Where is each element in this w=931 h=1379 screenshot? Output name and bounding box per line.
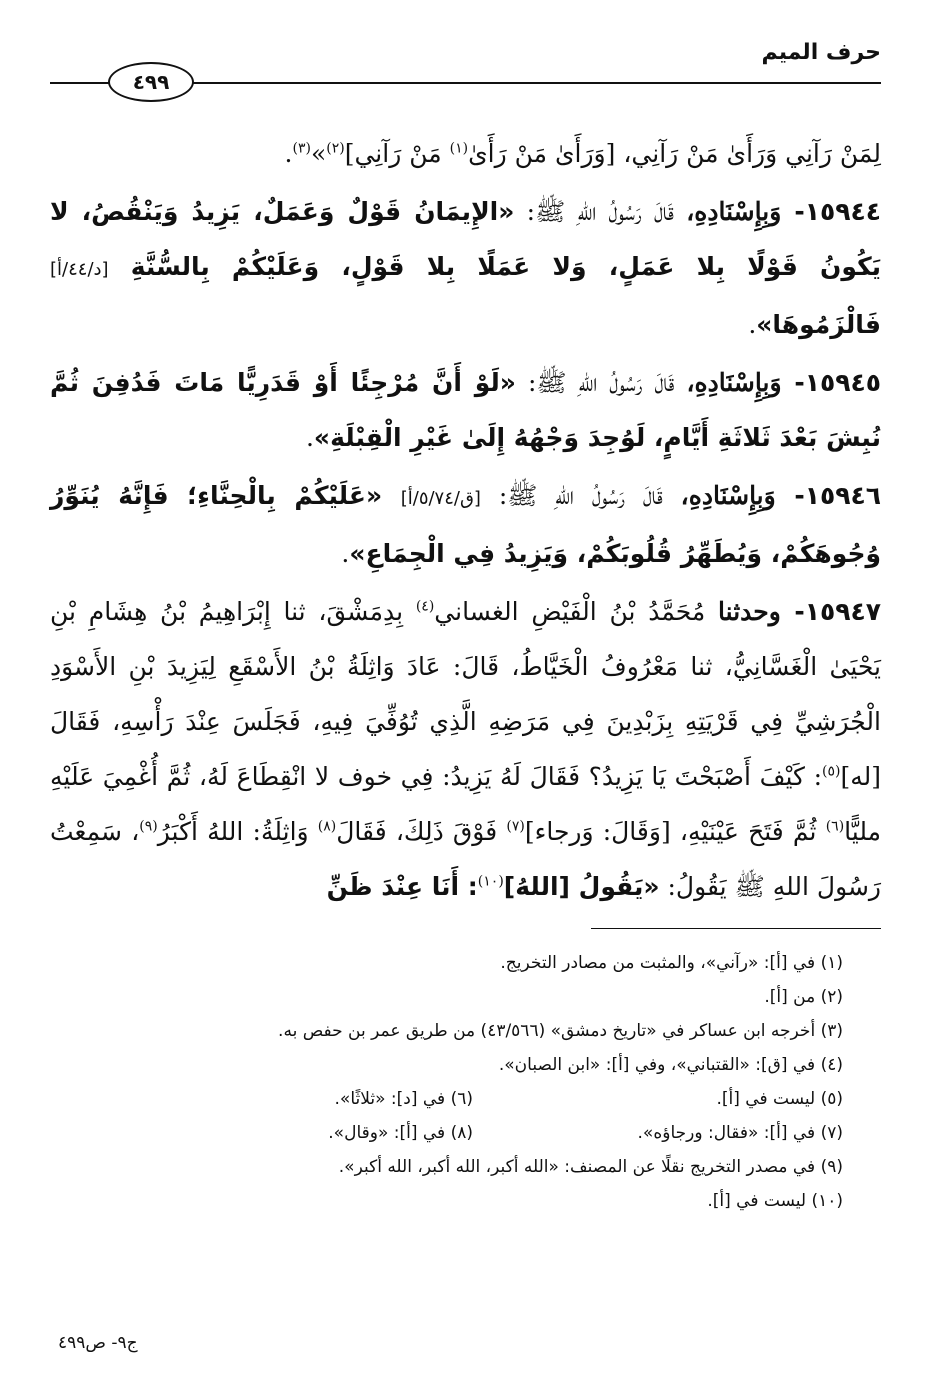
footnote-marker: (٣) xyxy=(292,140,311,157)
hadith-number: ١٥٩٤٧- xyxy=(794,597,881,626)
hadith-lead: وَبِإِسْنَادِهِ، xyxy=(680,481,795,510)
footnote-marker: (٤) xyxy=(415,598,435,615)
hadith-text: «يَقُولُ [اللهُ] xyxy=(503,872,660,901)
footnote-row xyxy=(60,1116,843,1150)
footnote-marker: (١) xyxy=(449,140,469,157)
footnote-1: (١) في [أ]: «رآني»، والمثبت من مصادر التخريج. xyxy=(500,953,843,973)
footnote-6: (٦) في [د]: «ثلاثًا». xyxy=(334,1089,473,1109)
footnote-marker: (٩) xyxy=(139,818,158,835)
footnote-8: (٨) في [أ]: «وقال». xyxy=(328,1123,473,1143)
manuscript-ref: [ق/٥/٧٤/أ] xyxy=(400,488,481,509)
footnote-marker: (٥) xyxy=(822,763,841,780)
hadith-text: «الإِيمَانُ قَوْلٌ وَعَمَلٌ، يَزِيدُ وَيَنْقُصُ، لا يَكُونُ قَوْلًا بِلا عَمَلٍ، وَلا عَمَلًا بِلا قَوْلٍ، وَعَلَيْكُمْ بِالسُّنَّةِ xyxy=(50,197,881,281)
hadith-text: : أَنَا عِنْدَ ظَنِّ xyxy=(326,872,478,901)
footnote-marker: (١٠) xyxy=(477,873,504,890)
footnote-marker: (٦) xyxy=(825,818,845,835)
hadith-15947: ١٥٩٤٧- وحدثنا مُحَمَّدُ بْنُ الْفَيْضِ الغساني$^{(٤)}$ بِدِمَشْقَ، ثنا إِبْرَاهِيمُ بْنُ هِشَامِ بْنِ يَحْيَىٰ الْغَسَّانِيُّ، ثنا مَعْرُوفُ الْخَيَّاطُ، قَالَ: عَادَ وَاثِلَةُ بْنُ الأَسْقَعِ لِيَزِيدَ بْنِ الأَسْوَدِ الْجُرَشِيِّ فِي قَرْيَتِهِ بِزَبْدِينَ فِي مَرَضِهِ الَّذِي تُوُفِّيَ فِيهِ، فَجَلَسَ عِنْدَ رَأْسِهِ، فَقَالَ [له]$^{(٥)}$: كَيْفَ أَصْبَحْتَ يَا يَزِيدُ؟ فَقَالَ لَهُ يَزِيدُ: فِي خوف لا انْقِطَاعَ لَهُ، ثُمَّ أُغْمِيَ عَلَيْهِ مليًّا$^{(٦)}$ ثُمَّ فَتَحَ عَيْنَيْهِ، [وَقَالَ: وَرجاء]$^{(٧)}$ فَوْقَ ذَلِكَ، فَقَالَ$^{(٨)}$ وَاثِلَةُ: اللهُ أَكْبَرُ$^{(٩)}$، سَمِعْتُ رَسُولَ اللهِ ﷺ يَقُولُ: «يَقُولُ [اللهُ]$^{(١٠)}$: أَنَا عِنْدَ ظَنِّ xyxy=(50,597,881,901)
hadith-number: ١٥٩٤٤- xyxy=(794,197,881,226)
footnote-marker: (٨) xyxy=(317,818,337,835)
footnote-2: (٢) من [أ]. xyxy=(764,987,843,1007)
hadith-number: ١٥٩٤٥- xyxy=(794,368,881,397)
footnote-4: (٤) في [ق]: «القتباني»، وفي [أ]: «ابن الصبان». xyxy=(498,1055,843,1075)
footnote-3: (٣) أخرجه ابن عساكر في «تاريخ دمشق» (٤٣/٥٦٦) من طريق عمر بن حفص به. xyxy=(278,1021,843,1041)
footnote-9: (٩) في مصدر التخريج نقلًا عن المصنف: «الله أكبر، الله أكبر، الله أكبر». xyxy=(338,1157,843,1177)
hadith-number: ١٥٩٤٦- xyxy=(794,481,882,510)
footnote-marker: (٧) xyxy=(506,818,525,835)
main-text xyxy=(50,126,881,914)
footnote-10: (١٠) ليست في [أ]. xyxy=(707,1191,843,1211)
page-number-badge: ٤٩٩ xyxy=(108,62,194,102)
footnote-7: (٧) في [أ]: «فقال: ورجاؤه». xyxy=(637,1123,843,1143)
hadith-lead: وَبِإِسْنَادِهِ، xyxy=(686,368,795,397)
hadith-15946: ١٥٩٤٦- وَبِإِسْنَادِهِ، قَالَ رَسُولُ اللهِ ﷺ: [ق/٥/٧٤/أ] «عَلَيْكُمْ بِالْحِنَّاءِ؛ فَإِنَّهُ يُنَوِّرُ وُجُوهَكُمْ، وَيُطَهِّرُ قُلُوبَكُمْ، وَيَزِيدُ فِي الْجِمَاعِ». xyxy=(50,481,882,568)
footnote-marker: (٢) xyxy=(326,140,345,157)
running-head-title: حرف الميم xyxy=(761,40,881,65)
hadith-lead: وَبِإِسْنَادِهِ، xyxy=(686,197,795,226)
hadith-text: فَالْزَمُوهَا» xyxy=(756,310,881,339)
hadith-lead: وحدثنا xyxy=(718,597,795,626)
paragraph-continuation: لِمَنْ رَآنِي وَرَأَىٰ مَنْ رَآنِي، [وَرَأَىٰ مَنْ رَأَىٰ$^{(١)}$ مَنْ رَآنِي]$^{(٢)}$»$^{(٣)}$. xyxy=(284,139,881,168)
hadith-text: «لَوْ أَنَّ مُرْجِئًا أَوْ قَدَرِيًّا مَاتَ فَدُفِنَ ثُمَّ نُبِشَ بَعْدَ ثَلاثَةِ أَيَّامٍ، لَوُجِدَ وَجْهُهُ إِلَىٰ غَيْرِ الْقِبْلَةِ» xyxy=(50,368,881,452)
footnotes xyxy=(60,946,843,1218)
hadith-text: «عَلَيْكُمْ بِالْحِنَّاءِ؛ فَإِنَّهُ يُنَوِّرُ وُجُوهَكُمْ، وَيُطَهِّرُ قُلُوبَكُمْ، وَيَزِيدُ فِي الْجِمَاعِ» xyxy=(50,481,881,568)
footnote-rule xyxy=(591,928,881,929)
page-reference: ج٩- ص٤٩٩ xyxy=(58,1333,138,1353)
footnote-5: (٥) ليست في [أ]. xyxy=(716,1089,843,1109)
hadith-15945: ١٥٩٤٥- وَبِإِسْنَادِهِ، قَالَ رَسُولُ اللهِ ﷺ: «لَوْ أَنَّ مُرْجِئًا أَوْ قَدَرِيًّا مَاتَ فَدُفِنَ ثُمَّ نُبِشَ بَعْدَ ثَلاثَةِ أَيَّامٍ، لَوُجِدَ وَجْهُهُ إِلَىٰ غَيْرِ الْقِبْلَةِ». xyxy=(50,368,881,452)
hadith-15944: ١٥٩٤٤- وَبِإِسْنَادِهِ، قَالَ رَسُولُ اللهِ ﷺ: «الإِيمَانُ قَوْلٌ وَعَمَلٌ، يَزِيدُ وَيَنْقُصُ، لا يَكُونُ قَوْلًا بِلا عَمَلٍ، وَلا عَمَلًا بِلا قَوْلٍ، وَعَلَيْكُمْ بِالسُّنَّةِ [د/٤٤/أ] فَالْزَمُوهَا». xyxy=(50,197,881,339)
manuscript-ref: [د/٤٤/أ] xyxy=(50,259,109,280)
footnote-row xyxy=(60,1082,843,1116)
